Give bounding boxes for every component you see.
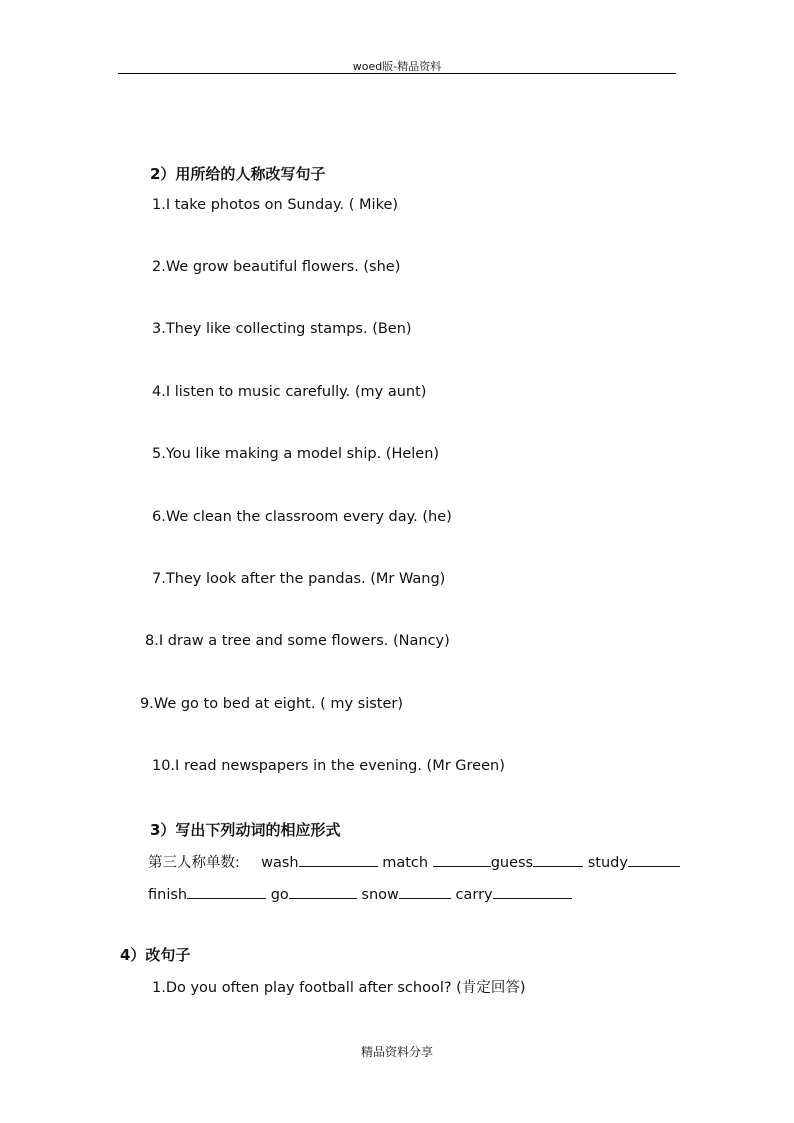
rewrite-item-1: 1.Do you often play football after school? (肯定回答) [152,980,526,996]
verb-word: finish [148,887,188,903]
exercise-item-1: 1.I take photos on Sunday. ( Mike) [152,197,399,213]
answer-blank [399,884,451,899]
answer-blank [299,852,378,867]
verb-word: snow [361,887,399,903]
exercise-item-5: 5.You like making a model ship. (Helen) [152,446,440,462]
exercise-item-2: 2.We grow beautiful flowers. (she) [152,259,401,275]
answer-blank [433,852,491,867]
exercise-item-4: 4.I listen to music carefully. (my aunt) [152,384,427,400]
header-rule [118,73,676,74]
section-3-heading: 3）写出下列动词的相应形式 [150,821,341,839]
verb-word: wash [261,855,299,871]
verb-word: match [382,855,429,871]
answer-blank [493,884,572,899]
verb-word: study [587,855,628,871]
exercise-item-7: 7.They look after the pandas. (Mr Wang) [152,571,446,587]
exercise-item-8: 8.I draw a tree and some flowers. (Nancy) [145,633,450,649]
answer-blank [187,884,266,899]
exercise-item-3: 3.They like collecting stamps. (Ben) [152,321,412,337]
answer-blank [628,852,680,867]
verb-forms-line-2 [148,884,572,903]
answer-blank [533,852,583,867]
exercise-item-9: 9.We go to bed at eight. ( my sister) [140,696,404,712]
verb-word: carry [455,887,493,903]
third-person-label: 第三人称单数: [148,855,240,871]
answer-blank [289,884,357,899]
verb-word: go [270,887,289,903]
exercise-item-6: 6.We clean the classroom every day. (he) [152,509,452,525]
section-4-heading: 4）改句子 [120,946,191,964]
section-2-heading: 2）用所给的人称改写句子 [150,165,326,183]
exercise-item-10: 10.I read newspapers in the evening. (Mr Green) [152,758,505,774]
page-footer: 精品资料分享 [360,1045,433,1059]
verb-word: guess [490,855,534,871]
verb-forms-line-1 [148,851,680,872]
page-header: woed版-精品资料 [352,60,442,73]
